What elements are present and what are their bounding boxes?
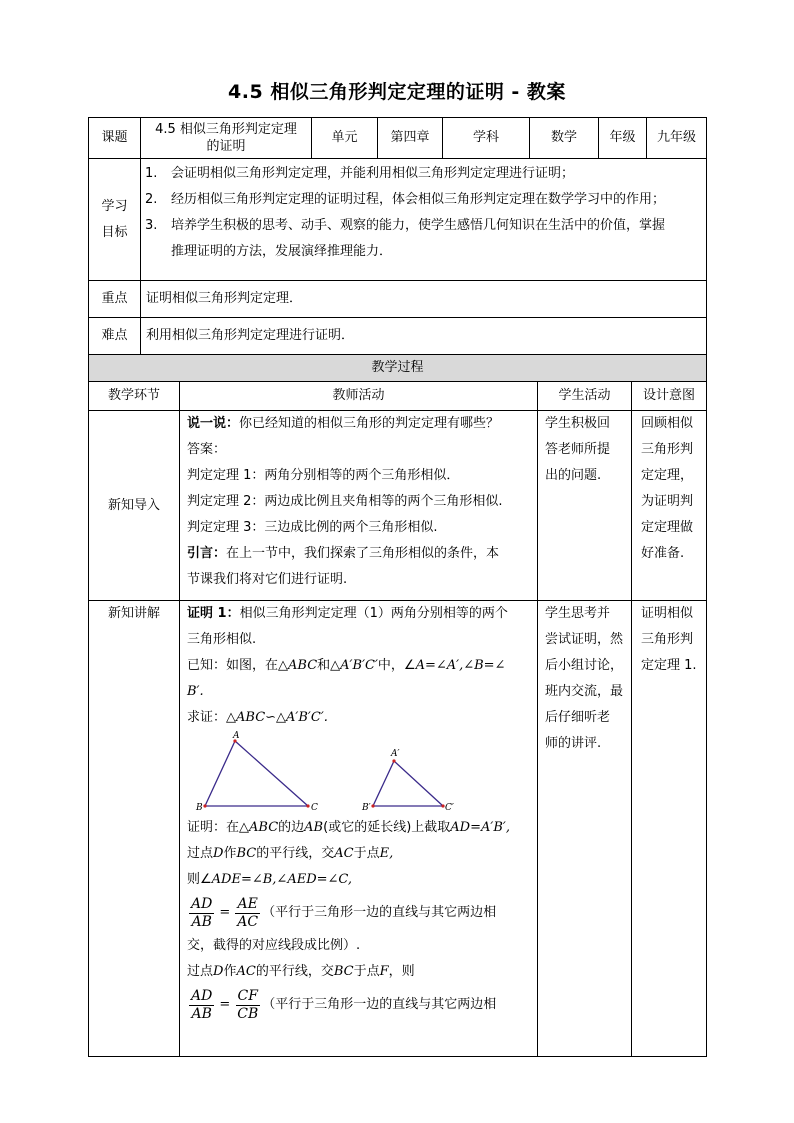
goal-item: 3. 培养学生积极的思考、动手、观察的能力，使学生感悟几何知识在生活中的价值，掌握: [145, 218, 666, 233]
row1-student-cell: 学生积极回 答老师所提 出的问题.: [537, 410, 632, 601]
fraction-ad-ab-2: $\frac{AD}{AB}$: [191, 987, 213, 1022]
fraction-ad-ab: $\frac{AD}{AB}$: [191, 895, 213, 930]
subject-label-cell: 学科: [442, 117, 530, 159]
vertex-b-prime: [371, 804, 374, 807]
key-content-cell: 证明相似三角形判定定理．: [140, 280, 707, 318]
difficulty-label-cell: 难点: [88, 317, 141, 355]
col-header-intent: 设计意图: [631, 381, 707, 411]
row2-student-cell: 学生思考并 尝试证明，然 后小组讨论， 班内交流，最 后仔细听老 师的讲评.: [537, 600, 632, 1057]
label-b-prime: B′: [362, 803, 371, 811]
goal-item: 1. 会证明相似三角形判定定理，并能利用相似三角形判定定理进行证明；: [145, 166, 575, 181]
topic-value-cell: [140, 117, 312, 159]
col-header-student: 学生活动: [537, 381, 632, 411]
process-header: 教学过程: [88, 354, 707, 382]
page-title: 4.5 相似三角形判定定理的证明 - 教案: [228, 81, 566, 103]
label-b: B: [196, 803, 203, 811]
label-a-prime: A′: [391, 749, 400, 759]
difficulty-content-cell: 利用相似三角形判定定理进行证明．: [140, 317, 707, 355]
row1-intent-cell: 回顾相似 三角形判 定定理， 为证明判 定定理做 好准备.: [631, 410, 707, 601]
goals-content-cell: [140, 158, 707, 281]
row2-stage-cell: 新知讲解: [88, 600, 180, 1057]
topic-value-line1: 4.5 相似三角形判定定理: [155, 122, 297, 137]
triangle-figure: [187, 731, 527, 811]
row2-intent-cell: 证明相似 三角形判 定定理 1.: [631, 600, 707, 1057]
grade-value-cell: 九年级: [646, 117, 707, 159]
vertex-a-prime: [392, 759, 395, 762]
fraction-line-1: $\frac{AD}{AB}$ = $\frac{AE}{AC}$ （平行于三角形一边的直线与其它两边相: [191, 895, 497, 930]
label-c-prime: C′: [445, 803, 454, 811]
fraction-ae-ac: $\frac{AE}{AC}$: [237, 895, 259, 930]
fraction-cf-cb: $\frac{CF}{CB}$: [237, 987, 259, 1022]
goal-item: 2. 经历相似三角形判定定理的证明过程，体会相似三角形判定定理在数学学习中的作用；: [145, 192, 666, 207]
vertex-b: [203, 804, 206, 807]
vertex-c: [306, 804, 309, 807]
triangle-a-prime: [373, 761, 443, 806]
goals-label-cell: 学习 目标: [88, 158, 141, 281]
unit-value-cell: 第四章: [377, 117, 443, 159]
col-header-teacher: 教师活动: [179, 381, 538, 411]
label-a: A: [233, 731, 240, 741]
label-c: C: [311, 803, 318, 811]
grade-label-cell: 年级: [598, 117, 647, 159]
row2-teacher-cell: 证明 1：相似三角形判定定理（1）两角分别相等的两个 三角形相似. 已知：如图，在△ABC和△A′B′C′中，∠A=∠A′,∠B=∠ B′. 求证：△ABC∽△A′B′C′. A B C A′ B′ C′ 证明：在△ABC的边AB(或它的延长线)上截取AD=A′B′, 过点D作BC的平行线，交AC于点E, 则∠ADE=∠B,∠AED=∠C, $\frac{AD}{AB}$ = $\frac{AE}{AC}$ （平行于三角形一边的直线与其它两边相 交，截得的对应线段成比例）. 过点D作AC的平行线，交BC于点F，则 $\frac{AD}{AB}$ = $\frac{CF}{CB}$ （平行于三角形一边的直线与其它两边相: [179, 600, 538, 1057]
topic-value-line2: 的证明: [206, 139, 246, 154]
key-label-cell: 重点: [88, 280, 141, 318]
topic-label-cell: 课题: [88, 117, 141, 159]
goal-item-continued: 推理证明的方法，发展演绎推理能力．: [171, 244, 393, 259]
col-header-stage: 教学环节: [88, 381, 180, 411]
subject-value-cell: 数学: [529, 117, 599, 159]
unit-label-cell: 单元: [311, 117, 378, 159]
row1-teacher-cell: 说一说：你已经知道的相似三角形的判定定理有哪些？ 答案： 判定定理 1：两角分别相等的两个三角形相似． 判定定理 2：两边成比例且夹角相等的两个三角形相似. 判定定理 3：三边成比例的两个三角形相似. 引言：在上一节中，我们探索了三角形相似的条件，本 节课我们将对它们进行证明.: [179, 410, 538, 601]
fraction-line-2: $\frac{AD}{AB}$ = $\frac{CF}{CB}$ （平行于三角形一边的直线与其它两边相: [191, 987, 497, 1022]
row1-stage-cell: 新知导入: [88, 410, 180, 601]
triangle-abc: [205, 741, 308, 806]
